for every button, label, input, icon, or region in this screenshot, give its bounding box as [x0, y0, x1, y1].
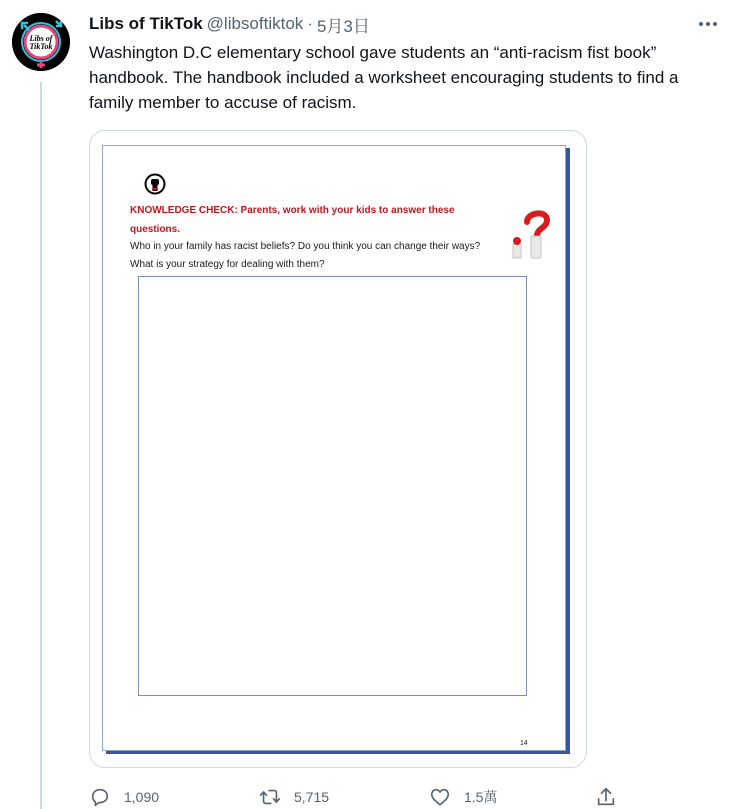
share-icon: [595, 786, 617, 808]
like-count: 1.5萬: [464, 789, 498, 805]
avatar-logo: [12, 13, 70, 71]
worksheet-question: Who in your family has racist beliefs? Do you think you can change their ways? What is your strategy for dealing with them?: [130, 241, 481, 270]
page-number: 14: [520, 740, 528, 747]
tweet-date[interactable]: 5月3日: [316, 16, 370, 36]
answer-box: [138, 276, 527, 696]
retweet-count: 5,715: [294, 789, 330, 805]
like-button[interactable]: [429, 783, 497, 809]
separator-dot: ·: [307, 14, 313, 33]
avatar[interactable]: [12, 13, 70, 71]
tweet-actions: [89, 783, 623, 809]
tweet-header: [89, 12, 370, 36]
author-name[interactable]: Libs of TikTok: [89, 14, 203, 33]
reply-count: 1,090: [124, 789, 160, 805]
thread-line: [40, 82, 42, 809]
question-mark-icon: [507, 204, 557, 260]
tweet-text: Washington D.C elementary school gave students an “anti-racism fist book” handbook. The handbook included a worksheet encouraging students to find a family member to accuse of racism.: [89, 43, 679, 112]
svg-text:Libs of: Libs of: [29, 34, 53, 43]
retweet-button[interactable]: [259, 783, 329, 809]
retweet-icon: [259, 786, 281, 808]
reply-icon: [89, 786, 111, 808]
heart-icon: [429, 786, 451, 808]
svg-text:TikTok: TikTok: [29, 42, 53, 51]
worksheet-page: [102, 145, 566, 751]
tweet-media-image[interactable]: [89, 130, 587, 768]
more-dots-icon: [699, 22, 703, 26]
reply-button[interactable]: [89, 783, 159, 809]
author-handle[interactable]: @libsoftiktok: [206, 14, 304, 33]
more-options-button[interactable]: [694, 12, 722, 36]
worksheet-heading: KNOWLEDGE CHECK: Parents, work with your kids to answer these questions.: [130, 205, 455, 235]
share-button[interactable]: [595, 783, 617, 809]
fist-logo-icon: [144, 173, 166, 195]
